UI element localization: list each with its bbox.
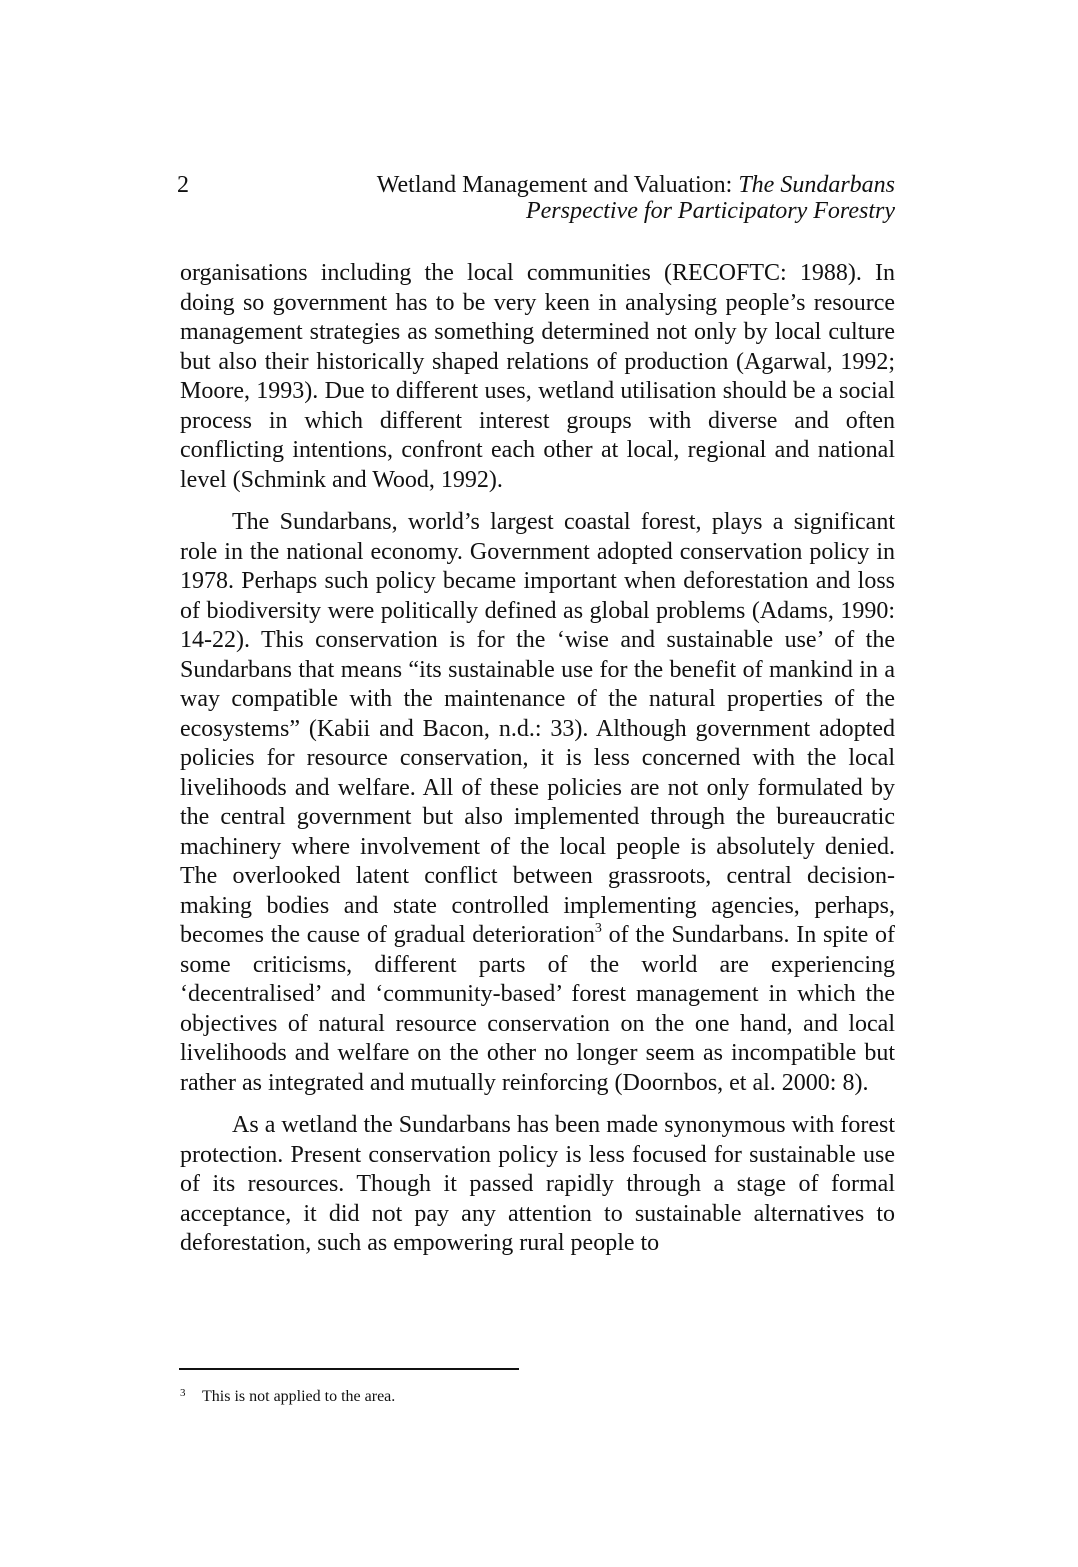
paragraph-2	[180, 508, 895, 1098]
body-text	[180, 259, 895, 1272]
paragraph-1: organisations including the local communities (RECOFTC: 1988). In doing so government has to be very keen in analysing people’s resource management strategies as something determined not only by local culture but also their historically shaped relations of production (Agarwal, 1992; Moore, 1993). Due to different uses, wetland utilisation should be a social process in which different interest groups with diverse and often conflicting intentions, confront each other at local, regional and national level (Schmink and Wood, 1992).	[180, 260, 895, 493]
running-head	[377, 172, 895, 224]
paragraph-3: As a wetland the Sundarbans has been made synonymous with forest protection. Present conservation policy is less focused for sustainable use of its resources. Though it passed rapidly through a stage of formal acceptance, it did not pay any attention to sustainable alternatives to deforestation, such as empowering rural people to	[180, 1112, 895, 1256]
paragraph-2-text-a: The Sundarbans, world’s largest coastal forest, plays a significant role in the national economy. Government adopted conservation policy in 1978. Perhaps such policy became important when deforestation and loss of biodiversity were politically defined as global problems (Adams, 1990: 14-22). This conservation is for the ‘wise and sustainable use’ of the Sundarbans that means “its sustainable use for the benefit of mankind in a way compatible with the maintenance of the natural properties of the ecosystems” (Kabii and Bacon, n.d.: 33). Although government adopted policies for resource conservation, it is less concerned with the local livelihoods and welfare. All of these policies are not only formulated by the central government but also implemented through the bureaucratic machinery where involvement of the local people is absolutely denied. The overlooked latent conflict between grassroots, central decision-making bodies and state controlled implementing agencies, perhaps, becomes the cause of gradual deterioration	[180, 509, 895, 948]
page-number: 2	[177, 172, 189, 198]
footnote-reference: 3	[594, 921, 602, 936]
footnote-text: This is not applied to the area.	[202, 1388, 396, 1405]
footnote-mark: 3	[180, 1387, 186, 1399]
running-head-subtitle: The Sundarbans	[738, 172, 895, 198]
running-head-title: Wetland Management and Valuation:	[376, 172, 733, 198]
footnote-divider	[179, 1368, 519, 1370]
running-head-line-1	[377, 172, 895, 198]
paragraph-2-text-b: of the Sundarbans. In spite of some criticisms, different parts of the world are experiencing ‘decentralised’ and ‘community-based’ forest management in which the objectives of natural resource conservation on the one hand, and local livelihoods and welfare on the other no longer seem as incompatible but rather as integrated and mutually reinforcing (Doornbos, et al. 2000: 8).	[180, 922, 896, 1096]
footnote	[180, 1383, 395, 1407]
running-head-line-2: Perspective for Participatory Forestry	[525, 198, 895, 224]
